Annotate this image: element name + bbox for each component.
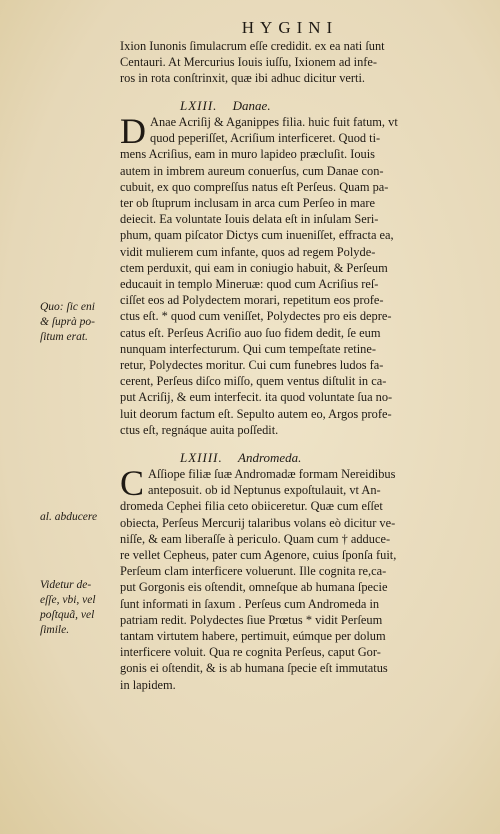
text-line: autem in imbrem aureum conuerſus, cum Danae con-: [120, 163, 384, 178]
text-line: ros in rota conſtrinxit, quæ ibi adhuc dicitur verti.: [120, 71, 366, 86]
running-head: HYGINI: [241, 18, 339, 37]
text-line: ctus eſt. * quod cum veniſſet, Polydectes pro eis depre-: [120, 309, 392, 324]
text-line: gonis ei oſtendit, & is ab humana ſpecie eſt immutatus: [120, 661, 388, 676]
chapter-number: LXIIII.: [180, 450, 223, 465]
text-line: retur, Polydectes moritur. Cui cum funebres ludos fa-: [120, 358, 384, 373]
text-line: ctus eſt, regnáque auita poſſedit.: [120, 422, 279, 437]
andromeda-chapter-text: [120, 463, 470, 693]
margin-note-line: Quo: ſic eni: [40, 301, 95, 313]
text-line: mens Acriſius, eam in muro lapideo præcluſit. Iouis: [120, 147, 375, 162]
chapter-heading-andromeda: [120, 450, 470, 466]
margin-note-line: & ſuprà po-: [40, 316, 95, 328]
text-line: in lapidem.: [120, 677, 176, 692]
text-line: cubuit, ex quo compreſſus natus eſt Perſeus. Quam pa-: [120, 179, 389, 194]
text-line: educauit in templo Mineruæ: quod cum Acriſius reſ-: [120, 277, 379, 292]
text-line: Perſeum clam interficere voluerunt. Ille cognita re,ca-: [120, 564, 387, 579]
margin-note-line: eſſe, vbi, vel: [40, 594, 96, 606]
text-line: put Gorgonis eis oſtendit, omneſque ab humana ſpecie: [120, 580, 388, 595]
text-line: interficere voluit. Qua re cognita Perſeus, caput Gor-: [120, 645, 381, 660]
text-line: dromeda Cephei filia ceto obiiceretur. Quæ cum eſſet: [120, 499, 383, 514]
text-line: quod peperiſſet, Acriſium interficeret. Quod ti-: [150, 131, 381, 146]
text-line: deiecit. Ea voluntate Iouis delata eſt in inſulam Seri-: [120, 212, 379, 227]
chapter-number: LXIII.: [180, 98, 218, 113]
drop-cap: C: [120, 463, 145, 503]
text-line: put Acriſij, & eum interfecit. ita quod voluntate ſua no-: [120, 390, 393, 405]
margin-note-line: ſitum erat.: [40, 331, 88, 343]
chapter-title: Danae.: [232, 98, 271, 113]
text-line: obiecta, Perſeus Mercurij talaribus volans eò dicitur ve-: [120, 515, 396, 530]
margin-note-line: poſtquã, vel: [40, 609, 95, 621]
text-line: tantam virtutem habere, pertimuit, eúmque per dolum: [120, 629, 386, 644]
text-line: ter ob ſtuprum inclusam in arca cum Perſeo in mare: [120, 196, 375, 211]
margin-note: [40, 300, 118, 345]
margin-note-line: ſimile.: [40, 624, 70, 636]
margin-note-line: Videtur de-: [40, 579, 92, 591]
top-paragraph: [120, 38, 470, 87]
text-line: phum, quam piſcator Dictys cum inueniſſet, effracta ea,: [120, 228, 394, 243]
text-line: Aſſiope filiæ ſuæ Andromadæ formam Nereidibus: [148, 467, 396, 481]
text-line: catus eſt. Perſeus Acriſio auo ſuo fidem dedit, ſe eum: [120, 325, 381, 340]
text-line: Centauri. At Mercurius Iouis iuſſu, Ixionem ad infe-: [120, 55, 378, 70]
margin-note: [40, 510, 118, 525]
text-line: niſſe, & eam liberaſſe à periculo. Quam cum † adduce-: [120, 531, 391, 546]
text-line: ſunt informati in ſaxum . Perſeus cum Andromeda in: [120, 596, 380, 611]
chapter-heading-danae: [120, 98, 470, 114]
margin-note: [40, 578, 118, 638]
text-line: Ixion Iunonis ſimulacrum eſſe credidit. ex ea nati ſunt: [120, 39, 385, 53]
text-line: cerent, Perſeus diſco miſſo, quem ventus diſtulit in ca-: [120, 374, 387, 389]
text-line: ctem perduxit, qui eam in coniugio habuit, & Perſeum: [120, 260, 388, 275]
text-line: nunquam interfecturum. Qui cum tempeſtate retine-: [120, 341, 376, 356]
drop-cap: D: [120, 111, 146, 151]
text-line: patriam redit. Polydectes ſiue Prœtus * vidit Perſeum: [120, 612, 383, 627]
chapter-title: Andromeda.: [238, 450, 302, 465]
text-line: luit deorum factum eſt. Sepulto autem eo, Argos profe-: [120, 406, 392, 421]
text-line: re vellet Cepheus, pater cum Agenore, cuius ſponſa fuit,: [120, 548, 397, 563]
text-line: ciſſet eos ad Polydectem morari, repetitum eos profe-: [120, 293, 384, 308]
danae-chapter-text: [120, 111, 470, 438]
text-line: vidit mulierem cum infante, quos ad regem Polyde-: [120, 244, 376, 259]
margin-note-line: al. abducere: [40, 511, 98, 523]
text-line: anteposuit. ob id Neptunus expoſtulauit, vt An-: [148, 483, 381, 498]
text-line: Anae Acriſij & Aganippes filia. huic fuit fatum, vt: [150, 115, 398, 129]
